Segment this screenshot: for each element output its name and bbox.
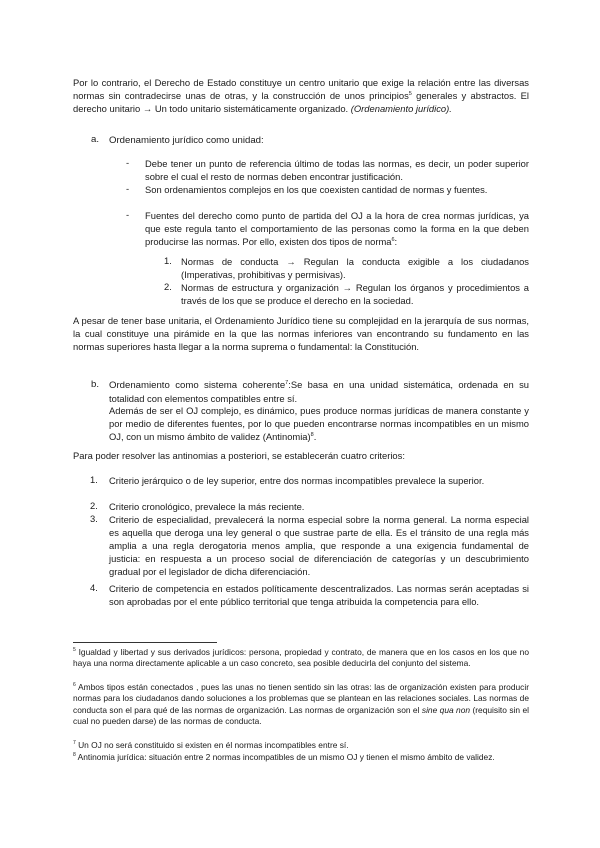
criterio-item: Criterio cronológico, prevalece la más reciente.: [109, 501, 305, 512]
section-b-heading: Ordenamiento como sistema coherente$^7$:Se basa en una unidad sistemática, ordenada en su totalidad con elementos compatibles entre sí.: [109, 379, 529, 405]
footnote-6: $^6$ Ambos tipos están conectados , pues las unas no tienen sentido sin las otras: las de organización existen para producir normas para los ciudadanos dando soluciones a los problemas que se plantean en las relaciones sociales. Las normas de conducta son el para qué de las normas de organización. Las normas de organización son el sine qua non (requisito sin el cual no pueden darse) de las normas de conducta.: [73, 682, 529, 727]
base-paragraph: A pesar de tener base unitaria, el Ordenamiento Jurídico tiene su complejidad en la jerarquía de sus normas, la cual constituye una pirámide en la que las normas inferiores van encontrando su fundamento en las normas superiores hasta llegar a la norma suprema o fundamental: la Constitución.: [73, 315, 529, 353]
criterio-marker: 2.: [90, 500, 98, 511]
numbered-marker: 1.: [164, 255, 172, 266]
intro-paragraph: Por lo contrario, el Derecho de Estado constituye un centro unitario que exige la relación entre las diversas normas sin contradecirse unas de otras, y la construcción de unos principios$^5$ generales y abstractos. El derecho unitario → Un todo unitario sistemáticamente organizado. (Ordenamiento jurídico).: [73, 77, 529, 115]
bullet-item: Son ordenamientos complejos en los que coexisten cantidad de normas y fuentes.: [145, 184, 488, 195]
criterio-marker: 1.: [90, 474, 98, 485]
numbered-item: Normas de estructura y organización → Regulan los órganos y procedimientos a través de los que se produce el derecho en la sociedad.: [181, 282, 529, 307]
bullet-dash: -: [126, 157, 130, 168]
numbered-marker: 2.: [164, 281, 172, 292]
section-b-text: Además de ser el OJ complejo, es dinámico, pues produce normas jurídicas de manera constante y por medio de diferentes fuentes, por lo que pueden encontrarse normas incompatibles en un mismo OJ, con un mismo ámbito de validez (Antinomia)$^8$.: [109, 405, 529, 443]
section-a-heading: Ordenamiento jurídico como unidad:: [109, 135, 264, 146]
criterios-intro: Para poder resolver las antinomias a posteriori, se establecerán cuatro criterios:: [73, 450, 405, 461]
footnote-ref-5: 5: [408, 90, 412, 97]
footnote-7: $^7$ Un OJ no será constituido si existen en él normas incompatibles entre sí.: [73, 740, 349, 750]
numbered-item: Normas de conducta → Regulan la conducta exigible a los ciudadanos (Imperativas, prohibitivas y permisivas).: [181, 256, 529, 281]
section-b-marker: b.: [91, 379, 100, 390]
bullet-dash: -: [126, 183, 130, 194]
bullet-item: Fuentes del derecho como punto de partida del OJ a la hora de crea normas jurídicas, ya que este regula tanto el comportamiento de las personas como la forma en la que deben producirse las normas. Por ello, existen dos tipos de norma$^6$:: [145, 210, 529, 248]
footnote-ref-8: 8: [310, 432, 314, 439]
criterio-marker: 4.: [90, 582, 98, 593]
footnote-8: $^8$ Antinomia jurídica: situación entre 2 normas incompatibles de un mismo OJ y tienen el mismo ámbito de validez.: [73, 752, 495, 762]
bullet-dash: -: [126, 209, 130, 220]
footnote-ref-7: 7: [285, 379, 289, 386]
criterio-item: Criterio de especialidad, prevalecerá la norma especial sobre la norma general. La norma especial es aquella que deroga una ley general o que sustrae parte de ella. Es el tránsito de una regla más amplia a una regla derogatoria menos amplia, que responde a una exigencia fundamental de justicia: en respuesta a un proceso social de diferenciación de categorías y un descubrimiento gradual por el legislador de dicha diferenciación.: [109, 514, 529, 578]
criterio-marker: 3.: [90, 513, 98, 524]
bullet-item: Debe tener un punto de referencia último de todas las normas, es decir, un poder superior sobre el cual el resto de normas deben encontrar justificación.: [145, 158, 529, 183]
section-a-marker: a.: [91, 134, 100, 145]
footnote-divider: [73, 642, 217, 643]
footnote-5: $^5$ Igualdad y libertad y sus derivados jurídicos: persona, propiedad y contrato, de manera que en los casos en los que no haya una norma directamente aplicable a un caso concreto, sea posible deducirla del conjunto del sistema.: [73, 647, 529, 669]
criterio-item: Criterio jerárquico o de ley superior, entre dos normas incompatibles prevalece la superior.: [109, 475, 485, 486]
footnote-ref-6: 6: [391, 237, 395, 244]
criterio-item: Criterio de competencia en estados políticamente descentralizados. Las normas serán aceptadas si son aprobadas por el ente público territorial que tenga atribuida la competencia para ello.: [109, 583, 529, 608]
